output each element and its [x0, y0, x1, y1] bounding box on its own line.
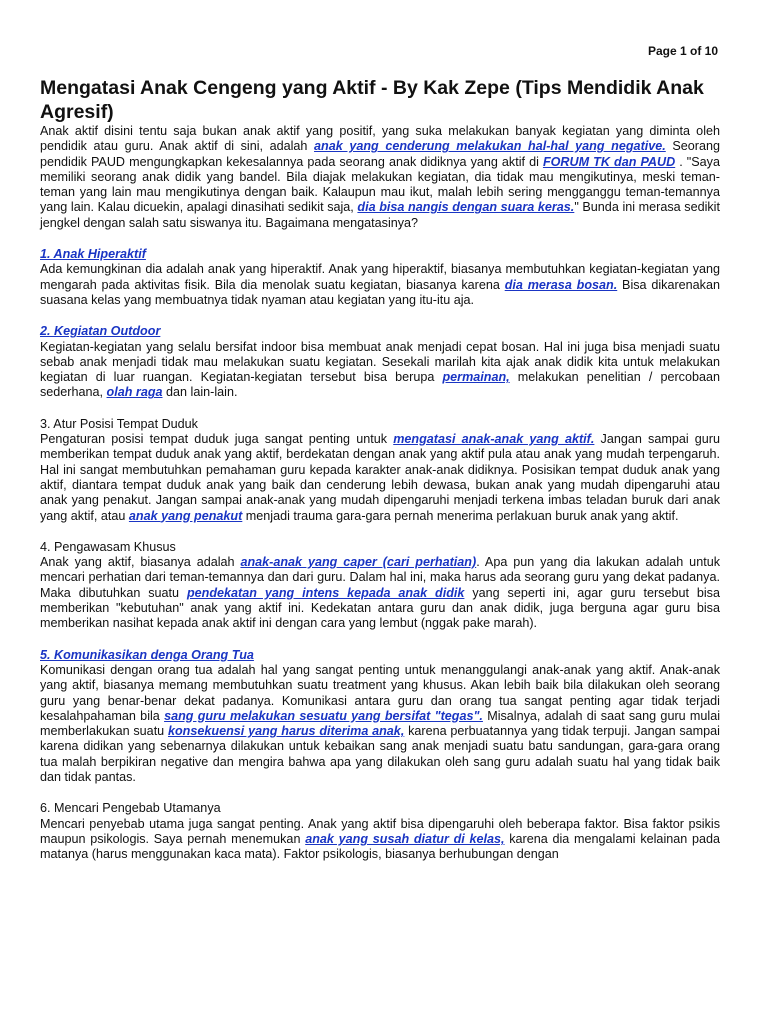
- s1-text-2: Bisa dikarenakan suasana kelas yang membuatnya tidak nyaman atau kegiatan yang itu-itu aja.: [40, 277, 720, 307]
- link-negative-behavior[interactable]: anak yang cenderung melakukan hal-hal yang negative.: [314, 139, 666, 154]
- s2-text-3: dan lain-lain.: [162, 385, 238, 400]
- link-konsekuensi[interactable]: konsekuensi yang harus diterima anak,: [167, 724, 405, 739]
- section-heading-hiperaktif[interactable]: 1. Anak Hiperaktif: [40, 247, 146, 262]
- section-heading-penyebab: 6. Mencari Pengebab Utamanya: [40, 801, 221, 816]
- link-permainan[interactable]: permainan,: [442, 370, 510, 385]
- link-nangis[interactable]: dia bisa nangis dengan suara keras.: [357, 200, 575, 215]
- link-pendekatan[interactable]: pendekatan yang intens kepada anak didik: [186, 585, 465, 600]
- link-mengatasi-anak[interactable]: mengatasi anak-anak yang aktif.: [393, 432, 595, 447]
- intro-paragraph: [40, 124, 720, 231]
- section-heading-komunikasi[interactable]: 5. Komunikasikan denga Orang Tua: [40, 647, 254, 662]
- link-tegas[interactable]: sang guru melakukan sesuatu yang bersifat "tegas".: [164, 708, 483, 723]
- intro-text-3: . "Saya memiliki seorang anak didik yang bandel. Bila diajak melakukan kegiatan, dia tidak mau mengikutinya, meski teman-teman yang lain mau mengikutinya dengan baik. Kalaupun mau ikut, malah lebih sering mengganggu teman-temannya yang lain. Kalau dicuekin, apalagi dinasihati sedikit saja,: [40, 154, 720, 215]
- s2-text-1: Kegiatan-kegiatan yang selalu bersifat indoor bisa membuat anak menjadi cepat bosan. Hal ini juga bisa menjadi suatu sebab anak menjadi tidak mau melakukan suatu kegiatan. Sesekali marilah kita ajak anak didik kita untuk melakukan kegiatan di luar ruangan. Kegiatan-kegiatan tersebut bisa berupa: [40, 339, 720, 385]
- s3-text-3: menjadi trauma gara-gara pernah menerima perlakuan buruk anak yang aktif.: [242, 508, 679, 523]
- section-paragraph-penyebab: [40, 817, 720, 863]
- page-number: Page 1 of 10: [647, 44, 718, 58]
- s5-text-1: Komunikasi dengan orang tua adalah hal yang sangat penting untuk menanggulangi anak-anak yang aktif. Anak-anak yang aktif, biasanya memang membutuhkan suatu treatment yang khusus. Akan lebih baik bila dilakukan oleh seorang guru yang benar-benar dekat padanya. Komunikasi antara guru dan orang tua sangat penting agar tidak terjadi kesalahpahaman bila: [40, 662, 720, 723]
- intro-text-1: Anak aktif disini tentu saja bukan anak aktif yang positif, yang suka melakukan banyak kegiatan yang diminta oleh pendidik atau guru. Anak aktif di sini, adalah: [40, 124, 720, 154]
- link-bosan[interactable]: dia merasa bosan.: [504, 277, 618, 292]
- s4-text-2: . Apa pun yang dia lakukan adalah untuk mencari perhatian dari teman-temannya dan dari guru. Dalam hal ini, maka harus ada seorang guru yang dekat padanya. Maka dibutuhkan suatu: [40, 555, 720, 600]
- section-heading-pengawasan: 4. Pengawasam Khusus: [40, 539, 176, 554]
- s5-text-2: Misalnya, adalah di saat sang guru mulai memberlakukan suatu: [40, 708, 720, 739]
- section-paragraph-komunikasi: [40, 663, 720, 785]
- section-heading-outdoor[interactable]: 2. Kegiatan Outdoor: [40, 324, 161, 339]
- link-susah-diatur[interactable]: anak yang susah diatur di kelas,: [305, 831, 505, 846]
- s2-text-2: melakukan penelitian / percobaan sederhana,: [40, 370, 720, 400]
- s6-text-1: Mencari penyebab utama juga sangat penting. Anak yang aktif bisa dipengaruhi oleh beberapa faktor. Bisa faktor psikis maupun psikologis. Saya pernah menemukan: [40, 816, 720, 846]
- section-paragraph-posisi: [40, 432, 720, 524]
- section-paragraph-hiperaktif: [40, 262, 720, 308]
- section-paragraph-outdoor: [40, 340, 720, 401]
- intro-text-4: " Bunda ini merasa sedikit jengkel dengan salah satu siswanya itu. Bagaimana mengatasinya?: [40, 200, 720, 230]
- link-caper[interactable]: anak-anak yang caper (cari perhatian): [240, 555, 477, 570]
- document-title: Mengatasi Anak Cengeng yang Aktif - By Kak Zepe (Tips Mendidik Anak Agresif): [40, 77, 704, 123]
- s5-text-3: karena perbuatannya yang tidak terpuji. Jangan sampai karena didikan yang sebenarnya dilakukan untuk kebaikan sang anak menjadi suatu batu sandungan, gara-gara orang tua malah berpikiran negative dan mengira bahwa apa yang dilakukan oleh sang guru adalah suatu hal yang tidak baik dan tidak pantas.: [40, 724, 720, 784]
- section-heading-posisi: 3. Atur Posisi Tempat Duduk: [40, 416, 198, 431]
- link-forum-tk-paud[interactable]: FORUM TK dan PAUD: [542, 154, 676, 169]
- s1-text-1: Ada kemungkinan dia adalah anak yang hiperaktif. Anak yang hiperaktif, biasanya membutuhkan kegiatan-kegiatan yang mengarah pada aktivitas fisik. Bila dia menolak suatu kegiatan, biasanya karena: [40, 262, 720, 292]
- s4-text-3: yang seperti ini, agar guru tersebut bisa memberikan "kebutuhan" anak yang aktif ini. Kedekatan antara guru dan anak didik, juga berguna agar guru bisa memberikan nasihat kepada anak aktif ini dengan cara yang lembut (nggak pake marah).: [40, 585, 720, 631]
- link-olah-raga[interactable]: olah raga: [106, 385, 163, 400]
- s3-text-1: Pengaturan posisi tempat duduk juga sangat penting untuk: [40, 432, 394, 447]
- s4-text-1: Anak yang aktif, biasanya adalah: [40, 555, 241, 570]
- link-anak-penakut[interactable]: anak yang penakut: [128, 508, 243, 523]
- section-paragraph-pengawasan: [40, 555, 720, 631]
- s3-text-2: Jangan sampai guru memberikan tempat duduk anak yang aktif, berdekatan dengan anak yang aktif pula atau anak yang mudah terpengaruh. Hal ini sangat membutuhkan pemahaman guru kepada karakter anak-anak didiknya. Posisikan tempat duduk anak yang aktif, diantara tempat duduk anak yang baik dan cenderung lebih dewasa, bukan anak yang mudah dipengaruhi atau anak yang penakut. Jangan sampai anak-anak yang mudah dipengaruhi menjadi terkena imbas teladan buruk dari anak yang aktif, atau: [40, 432, 721, 523]
- document-body: [40, 76, 720, 862]
- s6-text-2: karena dia mengalami kelainan pada matanya (harus menggunakan kaca mata). Faktor psikologis, biasanya berhubungan dengan: [40, 831, 720, 862]
- intro-text-2: Seorang pendidik PAUD mengungkapkan kekesalannya pada seorang anak didiknya yang aktif di: [40, 139, 720, 169]
